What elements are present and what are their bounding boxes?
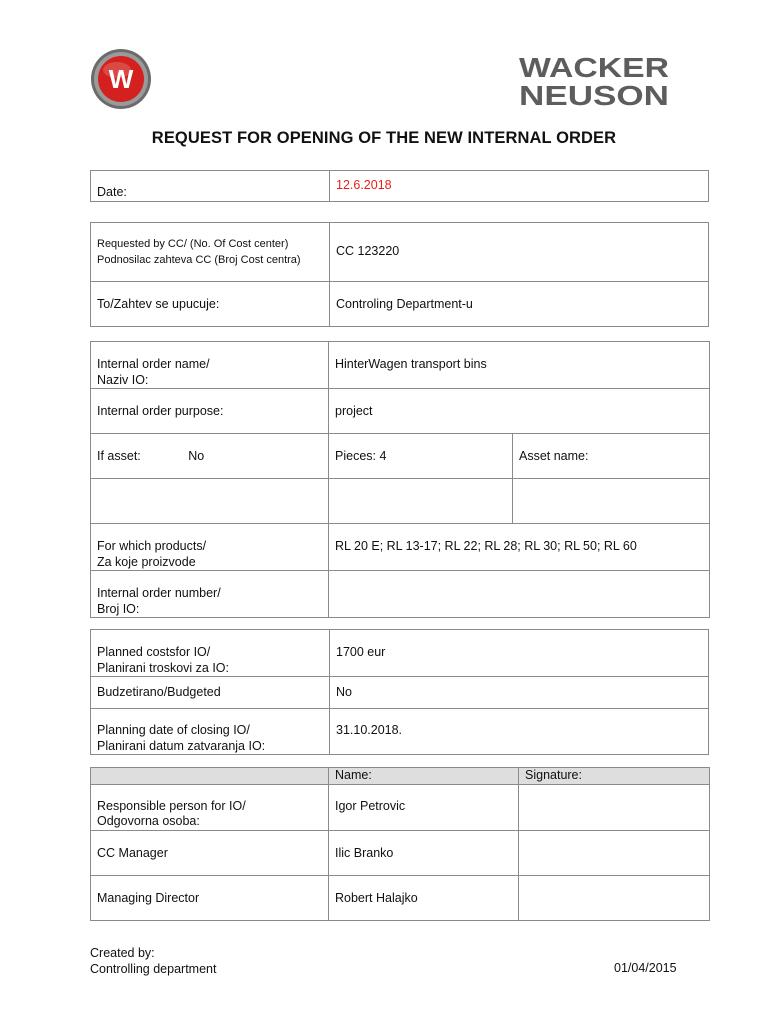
order-number-label-line-1: Internal order number/ <box>97 586 221 600</box>
signature-field[interactable] <box>519 875 710 920</box>
planned-costs-label <box>91 630 330 677</box>
wacker-neuson-logo <box>518 54 670 108</box>
date-value[interactable]: 12.6.2018 <box>330 171 709 202</box>
order-number-label-line-2: Broj IO: <box>97 601 140 616</box>
closing-date-value[interactable]: 31.10.2018. <box>330 709 709 755</box>
requester-label-line-1: Requested by CC/ (No. Of Cost center) <box>97 238 289 250</box>
asset-name-value[interactable] <box>513 479 710 524</box>
to-label: To/Zahtev se upucuje: <box>91 282 330 327</box>
blank-cell-1[interactable] <box>91 479 329 524</box>
signature-field[interactable] <box>519 830 710 875</box>
products-label-line-2: Za koje proizvode <box>97 554 196 569</box>
signatory-role-line-2: Odgovorna osoba: <box>97 814 200 828</box>
order-name-label-line-2: Naziv IO: <box>97 372 149 387</box>
order-name-label-line-1: Internal order name/ <box>97 357 210 371</box>
signatory-role <box>91 875 329 920</box>
order-name-value[interactable]: HinterWagen transport bins <box>329 342 710 389</box>
order-number-value[interactable] <box>329 571 710 618</box>
order-table <box>90 341 710 618</box>
order-name-label <box>91 342 329 389</box>
date-table <box>90 170 709 202</box>
costs-table <box>90 629 709 755</box>
order-purpose-value[interactable]: project <box>329 389 710 434</box>
asset-label: If asset: <box>97 449 141 463</box>
requester-label-line-2: Podnosilac zahteva CC (Broj Cost centra) <box>97 253 301 266</box>
signatures-header-blank <box>91 768 329 785</box>
requester-label <box>91 223 330 282</box>
products-label <box>91 524 329 571</box>
footer-created-by: Created by: <box>90 946 155 960</box>
budgeted-value[interactable]: No <box>330 677 709 709</box>
to-value[interactable]: Controling Department-u <box>330 282 709 327</box>
signatory-role-line-1: Responsible person for IO/ <box>97 798 246 813</box>
footer-department: Controlling department <box>90 961 217 976</box>
emblem-letter: W <box>108 64 134 94</box>
pieces-value[interactable]: Pieces: 4 <box>329 434 513 479</box>
logo-line-1: WACKER <box>519 54 669 83</box>
closing-date-label <box>91 709 330 755</box>
signatory-name[interactable]: Robert Halajko <box>329 875 519 920</box>
signatory-role <box>91 830 329 875</box>
footer-created <box>90 946 216 977</box>
planned-costs-value[interactable]: 1700 eur <box>330 630 709 677</box>
order-purpose-label: Internal order purpose: <box>91 389 329 434</box>
date-label: Date: <box>91 171 330 202</box>
planned-costs-label-line-1: Planned costsfor IO/ <box>97 645 211 659</box>
logo-line-2: NEUSON <box>519 80 669 108</box>
signatory-role-line-1: CC Manager <box>97 845 168 860</box>
closing-date-label-line-1: Planning date of closing IO/ <box>97 723 250 737</box>
cost-center-value[interactable]: CC 123220 <box>330 223 709 282</box>
products-label-line-1: For which products/ <box>97 539 207 553</box>
closing-date-label-line-2: Planirani datum zatvaranja IO: <box>97 738 266 753</box>
asset-cell <box>91 434 329 479</box>
signatory-role-line-1: Managing Director <box>97 890 200 905</box>
signature-field[interactable] <box>519 784 710 830</box>
budgeted-label: Budzetirano/Budgeted <box>91 677 330 709</box>
signatory-name[interactable]: Igor Petrovic <box>329 784 519 830</box>
asset-value[interactable]: No <box>188 449 205 463</box>
planned-costs-label-line-2: Planirani troskovi za IO: <box>97 660 229 675</box>
signatures-table <box>90 767 710 921</box>
signatory-role <box>91 784 329 830</box>
products-value[interactable]: RL 20 E; RL 13-17; RL 22; RL 28; RL 30; RL 50; RL 60 <box>329 524 710 571</box>
signatures-header-signature: Signature: <box>519 768 710 785</box>
asset-name-label: Asset name: <box>513 434 710 479</box>
wacker-neuson-emblem <box>90 48 152 110</box>
page-title: REQUEST FOR OPENING OF THE NEW INTERNAL ORDER <box>151 129 617 147</box>
signatures-header-name: Name: <box>329 768 519 785</box>
requester-table <box>90 222 709 327</box>
footer-date: 01/04/2015 <box>614 961 677 975</box>
blank-cell-2[interactable] <box>329 479 513 524</box>
signatory-name[interactable]: Ilic Branko <box>329 830 519 875</box>
order-number-label <box>91 571 329 618</box>
